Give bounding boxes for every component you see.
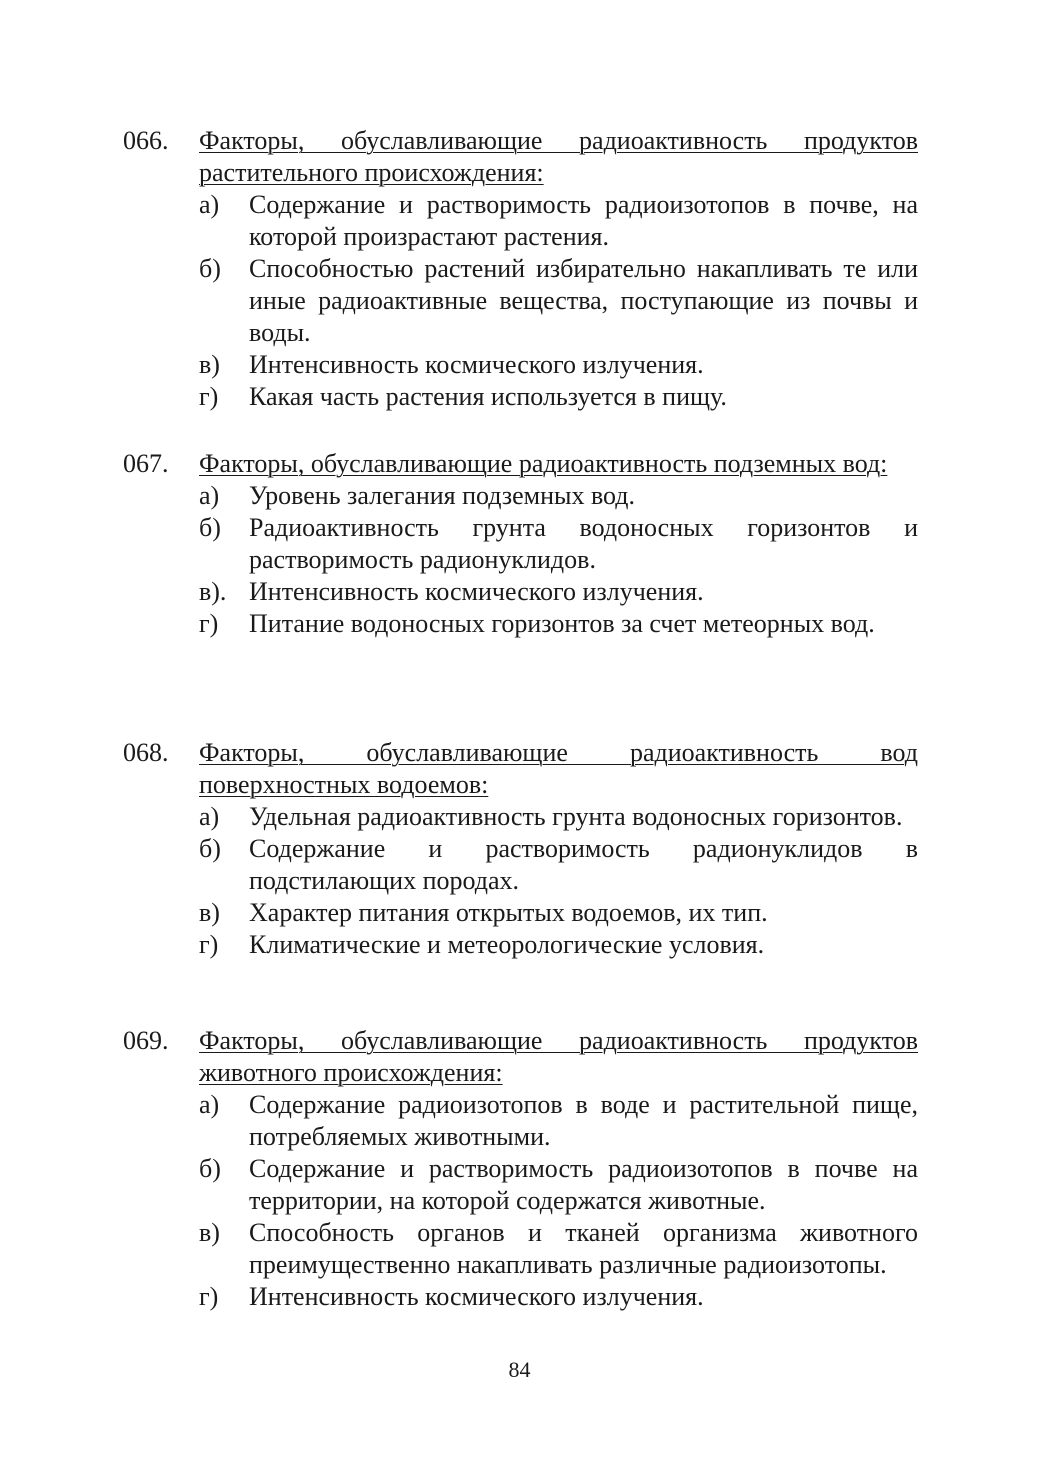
option-label: б) [199, 254, 221, 283]
answer-option [199, 576, 918, 608]
question-header [123, 125, 918, 189]
question-066 [123, 125, 918, 413]
option-text: Удельная радиоактивность грунта водоносных горизонтов. [249, 802, 903, 831]
answer-option [199, 929, 918, 961]
option-label: в) [199, 350, 220, 379]
option-label: в). [199, 577, 227, 606]
answer-options [199, 1089, 918, 1313]
answer-option [199, 1089, 918, 1153]
question-number: 067. [123, 449, 169, 478]
option-text: Радиоактивность грунта водоносных горизонтов и растворимость радионуклидов. [249, 513, 918, 574]
answer-option [199, 1281, 918, 1313]
option-text: Интенсивность космического излучения. [249, 1282, 704, 1311]
question-header [123, 737, 918, 801]
question-title: Факторы, обуславливающие радиоактивность продуктов животного происхождения: [199, 1026, 918, 1087]
answer-option [199, 897, 918, 929]
option-text: Содержание и растворимость радиоизотопов в почве на территории, на которой содержатся животные. [249, 1154, 918, 1215]
question-068 [123, 737, 918, 961]
answer-option [199, 189, 918, 253]
answer-option [199, 480, 918, 512]
option-label: б) [199, 1154, 221, 1183]
answer-options [199, 480, 918, 640]
question-number: 068. [123, 738, 169, 767]
option-label: в) [199, 1218, 220, 1247]
option-text: Содержание и растворимость радионуклидов в подстилающих породах. [249, 834, 918, 895]
question-069 [123, 1025, 918, 1313]
option-label: а) [199, 802, 220, 831]
option-text: Характер питания открытых водоемов, их тип. [249, 898, 768, 927]
option-text: Питание водоносных горизонтов за счет метеорных вод. [249, 609, 875, 638]
option-text: Интенсивность космического излучения. [249, 350, 704, 379]
option-text: Содержание и растворимость радиоизотопов в почве, на которой произрастают растения. [249, 190, 918, 251]
question-title: Факторы, обуславливающие радиоактивность подземных вод: [199, 449, 888, 478]
answer-option [199, 801, 918, 833]
answer-option [199, 1217, 918, 1281]
answer-option [199, 608, 918, 640]
option-text: Содержание радиоизотопов в воде и растительной пище, потребляемых животными. [249, 1090, 918, 1151]
question-title: Факторы, обуславливающие радиоактивность вод поверхностных водоемов: [199, 738, 918, 799]
option-text: Уровень залегания подземных вод. [249, 481, 636, 510]
answer-option [199, 381, 918, 413]
answer-option [199, 1153, 918, 1217]
option-label: г) [199, 382, 219, 411]
option-label: г) [199, 1282, 219, 1311]
question-067 [123, 448, 918, 640]
option-label: а) [199, 190, 220, 219]
page-number: 84 [508, 1357, 531, 1382]
answer-option [199, 833, 918, 897]
answer-option [199, 512, 918, 576]
option-text: Какая часть растения используется в пищу. [249, 382, 727, 411]
question-header [123, 448, 918, 480]
option-text: Способностью растений избирательно накапливать те или иные радиоактивные вещества, поступающие из почвы и воды. [249, 254, 918, 347]
option-text: Климатические и метеорологические условия. [249, 930, 765, 959]
option-label: в) [199, 898, 220, 927]
option-text: Интенсивность космического излучения. [249, 577, 704, 606]
question-number: 066. [123, 126, 169, 155]
option-label: а) [199, 481, 220, 510]
option-label: б) [199, 834, 221, 863]
option-label: г) [199, 609, 219, 638]
option-label: г) [199, 930, 219, 959]
answer-options [199, 801, 918, 961]
question-title: Факторы, обуславливающие радиоактивность продуктов растительного происхождения: [199, 126, 918, 187]
option-text: Способность органов и тканей организма животного преимущественно накапливать различные радиоизотопы. [249, 1218, 918, 1279]
option-label: а) [199, 1090, 220, 1119]
question-number: 069. [123, 1026, 169, 1055]
answer-option [199, 349, 918, 381]
question-header [123, 1025, 918, 1089]
answer-options [199, 189, 918, 413]
option-label: б) [199, 513, 221, 542]
answer-option [199, 253, 918, 349]
